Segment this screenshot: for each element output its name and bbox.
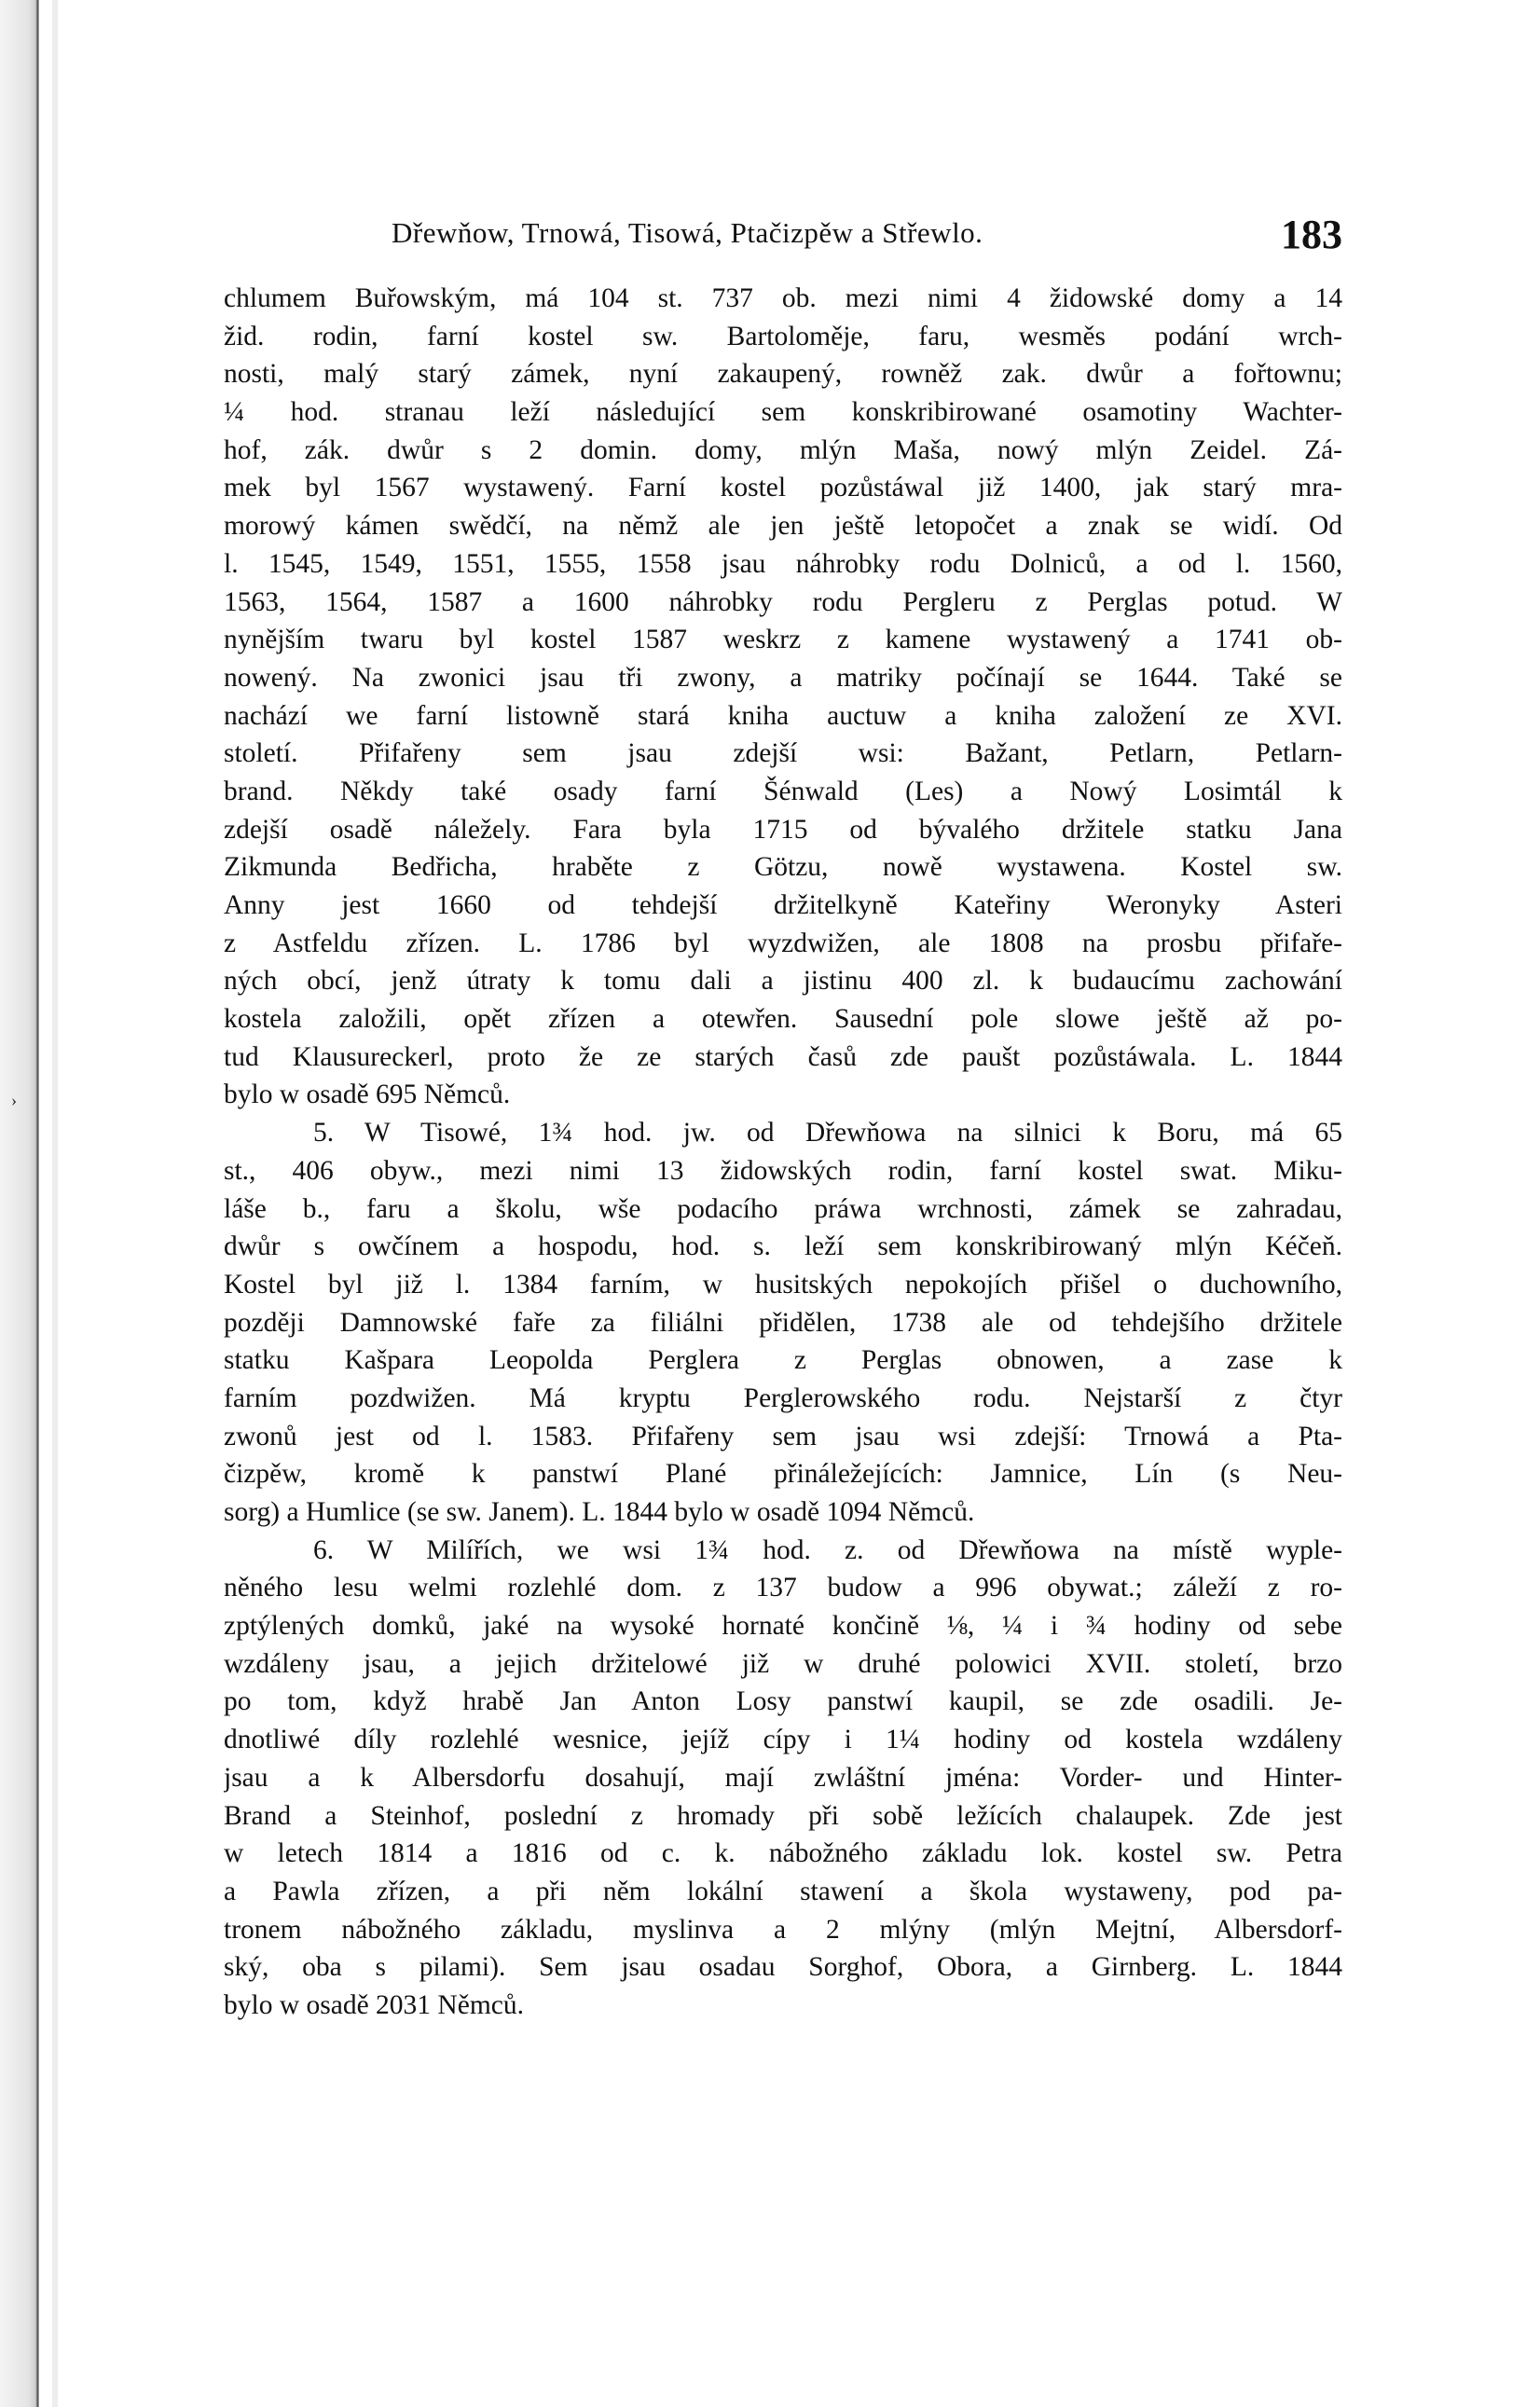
text-line: nosti, malý starý zámek, nyní zakaupený, rowněž zak. dwůr a fořtownu; [224, 359, 1342, 390]
text-line: Zikmunda Bedřicha, hraběte z Götzu, nowě wystawena. Kostel sw. [224, 852, 1342, 883]
text-line: něného lesu welmi rozlehlé dom. z 137 budow a 996 obywat.; záleží z ro- [224, 1573, 1342, 1603]
text-line: nynějším twaru byl kostel 1587 weskrz z kamene wystawený a 1741 ob- [224, 625, 1342, 655]
text-line: nachází we farní listowně stará kniha auctuw a kniha založení ze XVI. [224, 700, 1342, 731]
text-line: století. Přifařeny sem jsau zdejší wsi: Bažant, Petlarn, Petlarn- [224, 738, 1342, 769]
text-line: později Damnowské faře za filiálni přidělen, 1738 ale od tehdejšího držitele [224, 1307, 1342, 1338]
text-line: st., 406 obyw., mezi nimi 13 židowských rodin, farní kostel swat. Miku- [224, 1155, 1342, 1186]
text-line: čizpěw, kromě k panstwí Plané přináležejících: Jamnice, Lín (s Neu- [224, 1459, 1342, 1490]
text-line: nowený. Na zwonici jsau tři zwony, a matriky počínají se 1644. Také se [224, 662, 1342, 693]
page-header [224, 211, 1342, 267]
text-line: mek byl 1567 wystawený. Farní kostel pozůstáwal již 1400, jak starý mra- [224, 473, 1342, 503]
text-line: ¼ hod. stranau leží následující sem konskribirowané osamotiny Wachter- [224, 397, 1342, 428]
text-line: zwonů jest od l. 1583. Přifařeny sem jsau wsi zdejší: Trnowá a Pta- [224, 1421, 1342, 1451]
text-line: dwůr s owčínem a hospodu, hod. s. leží sem konskribirowaný mlýn Kéčeň. [224, 1231, 1342, 1262]
text-line: jsau a k Albersdorfu dosahují, mají zwláštní jména: Vorder- und Hinter- [224, 1762, 1342, 1793]
text-line: ský, oba s pilami). Sem jsau osadau Sorghof, Obora, a Girnberg. L. 1844 [224, 1952, 1342, 1983]
section-heading-line: 5. W Tisowé, 1¾ hod. jw. od Dřewňowa na silnici k Boru, má 65 [313, 1118, 1342, 1148]
page-number: 183 [1281, 212, 1342, 257]
text-line: láše b., faru a školu, wše podacího práwa wrchnosti, zámek se zahradau, [224, 1193, 1342, 1224]
text-line: a Pawla zřízen, a při něm lokální stawení a škola wystaweny, pod pa- [224, 1876, 1342, 1906]
text-line: brand. Někdy také osady farní Šénwald (Les) a Nowý Losimtál k [224, 776, 1342, 806]
text-line: bylo w osadě 695 Němců. [224, 1080, 511, 1110]
text-line: l. 1545, 1549, 1551, 1555, 1558 jsau náhrobky rodu Dolniců, a od l. 1560, [224, 548, 1342, 579]
text-line: zptýlených domků, jaké na wysoké hornaté končině ⅛, ¼ i ¾ hodiny od sebe [224, 1611, 1342, 1642]
text-line: Kostel byl již l. 1384 farním, w husitských nepokojích přišel o duchowního, [224, 1269, 1342, 1300]
margin-mark: › [11, 1091, 17, 1109]
text-line: tronem nábožného základu, myslinva a 2 mlýny (mlýn Mejtní, Albersdorf- [224, 1914, 1342, 1945]
body-text [224, 280, 1342, 2025]
text-line: morowý kámen swědčí, na němž ale jen ještě letopočet a znak se widí. Od [224, 511, 1342, 542]
text-line: tud Klausureckerl, proto že ze starých časů zde paušt pozůstáwala. L. 1844 [224, 1041, 1342, 1072]
text-line: bylo w osadě 2031 Němců. [224, 1989, 524, 2020]
text-line: statku Kašpara Leopolda Perglera z Perglas obnowen, a zase k [224, 1345, 1342, 1376]
text-line: ných obcí, jenž útraty k tomu dali a jistinu 400 zl. k budaucímu zachowání [224, 966, 1342, 997]
text-line: farním pozdwižen. Má kryptu Perglerowského rodu. Nejstarší z čtyr [224, 1382, 1342, 1413]
text-line: chlumem Buřowským, má 104 st. 737 ob. mezi nimi 4 židowské domy a 14 [224, 283, 1342, 313]
text-line: po tom, když hrabě Jan Anton Losy panstwí kaupil, se zde osadili. Je- [224, 1686, 1342, 1717]
text-line: z Astfeldu zřízen. L. 1786 byl wyzdwižen, ale 1808 na prosbu přifaře- [224, 928, 1342, 958]
book-spine-shadow [0, 0, 39, 2407]
text-line: kostela založili, opět zřízen a otewřen. Sausední pole slowe ještě až po- [224, 1004, 1342, 1035]
text-line: 1563, 1564, 1587 a 1600 náhrobky rodu Pergleru z Perglas potud. W [224, 586, 1342, 617]
gutter-line [52, 0, 58, 2407]
text-line: dnotliwé díly rozlehlé wesnice, jejíž cípy i 1¼ hodiny od kostela wzdáleny [224, 1725, 1342, 1755]
text-line: w letech 1814 a 1816 od c. k. nábožného základu lok. kostel sw. Petra [224, 1838, 1342, 1869]
text-line: Brand a Steinhof, poslední z hromady při sobě ležících chalaupek. Zde jest [224, 1800, 1342, 1831]
text-line: Anny jest 1660 od tehdejší držitelkyně Kateřiny Weronyky Asteri [224, 890, 1342, 920]
running-head: Dřewňow, Trnowá, Tisowá, Ptačizpěw a Střewlo. [392, 216, 983, 249]
text-line: hof, zák. dwůr s 2 domin. domy, mlýn Maša, nowý mlýn Zeidel. Zá- [224, 434, 1342, 465]
text-line: sorg) a Humlice (se sw. Janem). L. 1844 bylo w osadě 1094 Němců. [224, 1497, 975, 1527]
text-line: wzdáleny jsau, a jejich držitelowé již w druhé polowici XVII. století, brzo [224, 1648, 1342, 1679]
text-line: žid. rodin, farní kostel sw. Bartoloměje, faru, wesměs podání wrch- [224, 321, 1342, 351]
text-line: zdejší osadě náležely. Fara byla 1715 od bývalého držitele statku Jana [224, 814, 1342, 845]
section-heading-line: 6. W Milířích, we wsi 1¾ hod. z. od Dřewňowa na místě wyple- [313, 1534, 1342, 1565]
